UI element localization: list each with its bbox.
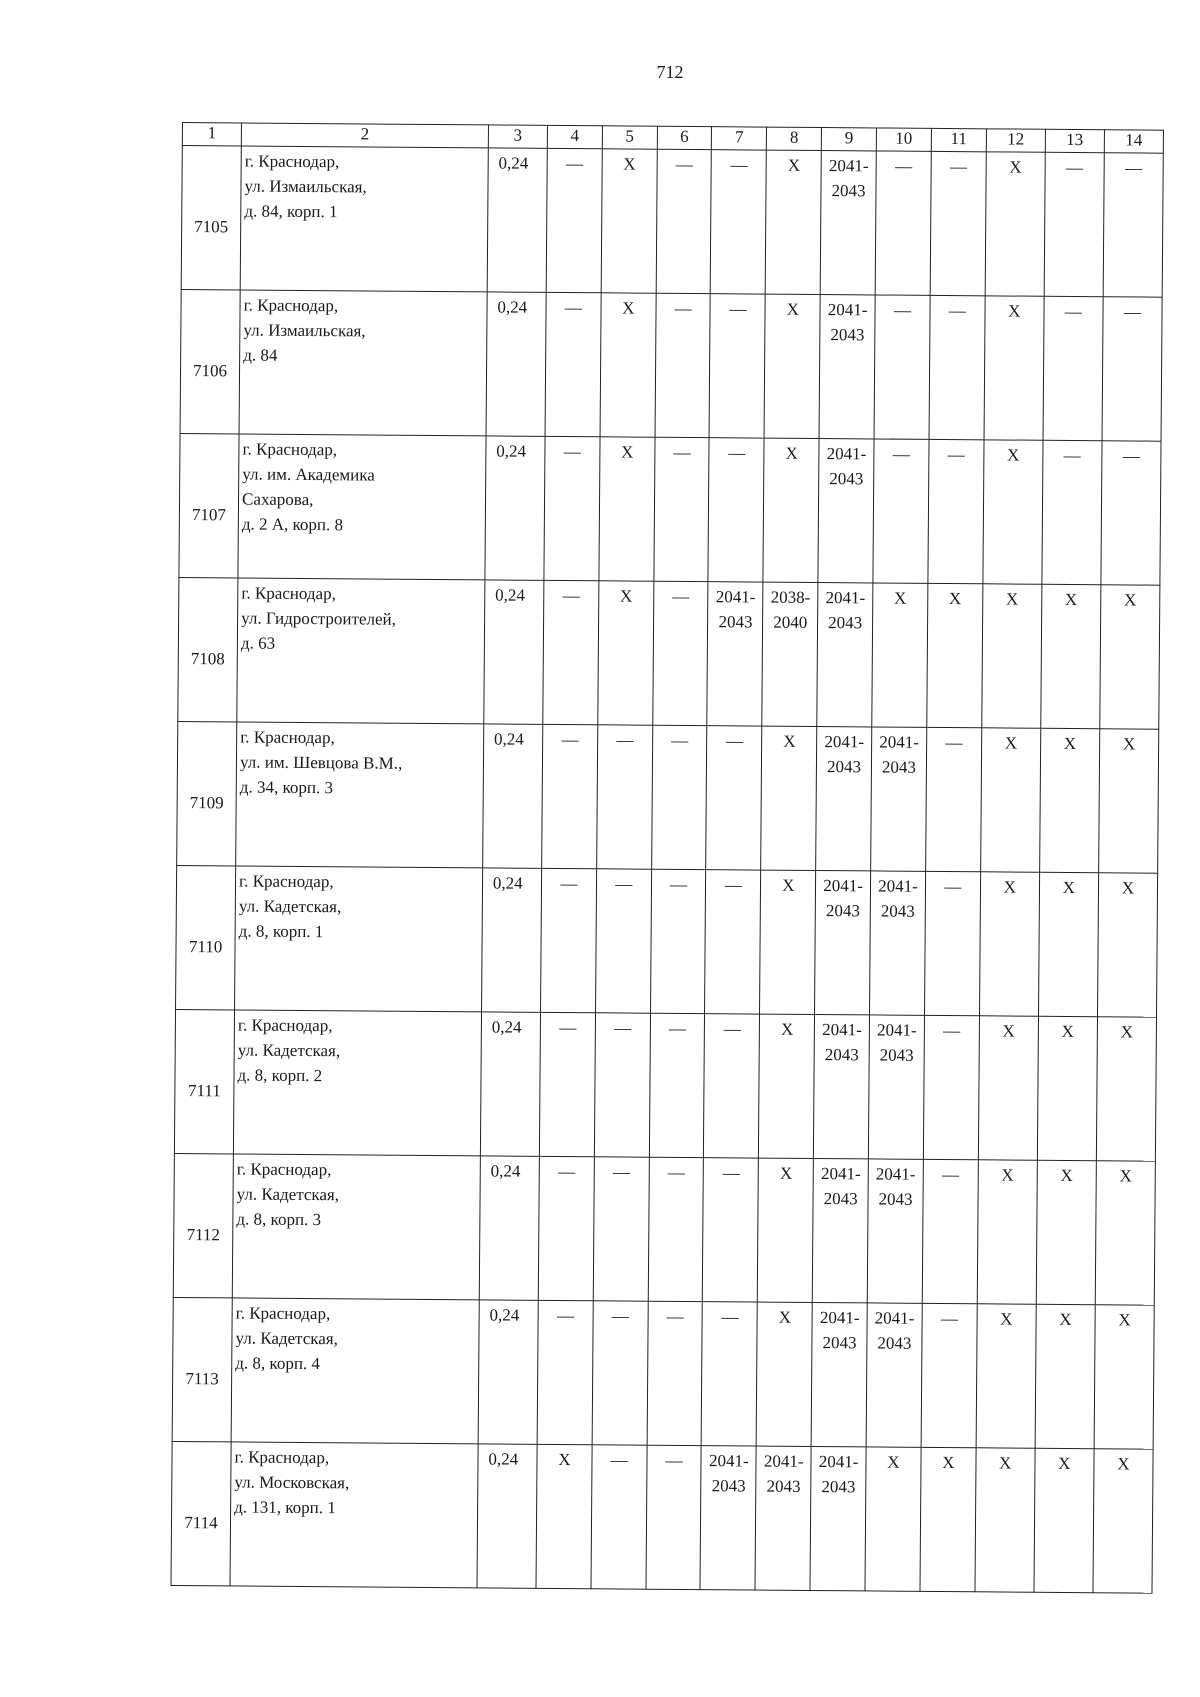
value-cell: 0,24 xyxy=(478,1300,538,1444)
dash-cell: — xyxy=(929,295,985,439)
mark-x-cell: Х xyxy=(1100,585,1160,729)
period-cell: 2041-2043 xyxy=(700,1446,756,1590)
address-cell xyxy=(230,1442,478,1588)
table-row xyxy=(177,721,1159,873)
mark-x-cell: Х xyxy=(865,1447,921,1591)
dash-cell: — xyxy=(1042,440,1102,584)
address-line: д. 84, корп. 1 xyxy=(244,201,338,222)
register-table xyxy=(171,122,1164,1594)
dash-cell: — xyxy=(708,438,764,582)
column-number-header: 5 xyxy=(602,126,657,149)
page-number: 712 xyxy=(656,62,684,82)
dash-cell: — xyxy=(922,1159,978,1303)
mark-x-cell: Х xyxy=(981,584,1041,728)
column-number-header: 9 xyxy=(821,128,876,151)
value-cell: 0,24 xyxy=(481,868,541,1012)
column-number-header: 1 xyxy=(182,123,241,146)
mark-x-cell: Х xyxy=(761,726,817,870)
period-cell: 2041-2043 xyxy=(868,1015,924,1159)
dash-cell: — xyxy=(652,581,708,725)
dash-cell: — xyxy=(651,725,707,869)
mark-x-cell: Х xyxy=(976,1304,1036,1448)
dash-cell: — xyxy=(930,151,986,295)
period-cell: 2041-2043 xyxy=(815,871,871,1015)
column-number-header: 10 xyxy=(876,128,931,151)
address-cell xyxy=(237,578,485,724)
value-cell: 0,24 xyxy=(487,148,547,292)
address-line: д. 2 А, корп. 8 xyxy=(241,514,344,535)
address-line: д. 8, корп. 1 xyxy=(238,921,324,942)
mark-x-cell: Х xyxy=(598,581,654,725)
column-number-header: 8 xyxy=(767,127,822,150)
mark-x-cell: Х xyxy=(927,583,983,727)
mark-x-cell: Х xyxy=(985,152,1045,296)
mark-x-cell: Х xyxy=(975,1448,1035,1592)
dash-cell: — xyxy=(928,439,984,583)
dash-cell: — xyxy=(654,437,710,581)
column-number-header: 2 xyxy=(241,123,488,148)
mark-x-cell: Х xyxy=(600,293,656,437)
period-cell: 2041-2043 xyxy=(819,295,875,439)
period-cell: 2041-2043 xyxy=(707,582,763,726)
dash-cell: — xyxy=(704,1014,760,1158)
table-body xyxy=(171,146,1163,1594)
mark-x-cell: Х xyxy=(760,870,816,1014)
dash-cell: — xyxy=(647,1301,703,1445)
address-line: г. Краснодар, xyxy=(236,1159,332,1180)
dash-cell: — xyxy=(646,1445,702,1589)
mark-x-cell: Х xyxy=(1038,872,1098,1016)
address-line: ул. им. Академика xyxy=(242,464,375,485)
address-line: г. Краснодар, xyxy=(234,1447,330,1468)
address-cell xyxy=(240,146,488,292)
dash-cell: — xyxy=(711,150,767,294)
period-cell: 2041-2043 xyxy=(867,1159,923,1303)
value-cell: 0,24 xyxy=(485,436,545,580)
period-cell: 2041-2043 xyxy=(816,727,872,871)
period-cell: 2041-2043 xyxy=(870,871,926,1015)
dash-cell: — xyxy=(593,1157,649,1301)
dash-cell: — xyxy=(540,868,596,1012)
address-line: Сахарова, xyxy=(242,489,314,510)
row-number: 7108 xyxy=(178,577,238,721)
table-row xyxy=(178,577,1160,729)
period-cell: 2038-2040 xyxy=(762,582,818,726)
address-line: д. 63 xyxy=(240,633,276,653)
period-cell: 2041-2043 xyxy=(818,439,874,583)
address-line: ул. Измаильская, xyxy=(244,176,367,197)
dash-cell: — xyxy=(703,1158,759,1302)
column-number-header: 11 xyxy=(931,128,986,151)
address-line: ул. им. Шевцова В.М., xyxy=(239,752,403,773)
address-line: д. 8, корп. 3 xyxy=(236,1209,322,1230)
mark-x-cell: Х xyxy=(1097,873,1157,1017)
mark-x-cell: Х xyxy=(977,1160,1037,1304)
address-cell xyxy=(232,1154,480,1300)
dash-cell: — xyxy=(706,726,762,870)
value-cell: 0,24 xyxy=(486,292,546,436)
dash-cell: — xyxy=(923,1015,979,1159)
dash-cell: — xyxy=(705,870,761,1014)
row-number: 7106 xyxy=(180,289,240,433)
mark-x-cell: Х xyxy=(1037,1016,1097,1160)
dash-cell: — xyxy=(538,1156,594,1300)
address-cell xyxy=(236,722,484,868)
dash-cell: — xyxy=(545,292,601,436)
dash-cell: — xyxy=(1101,441,1161,585)
mark-x-cell: Х xyxy=(1034,1448,1094,1592)
address-line: д. 131, корп. 1 xyxy=(234,1497,336,1518)
row-number: 7113 xyxy=(172,1297,232,1441)
period-cell: 2041-2043 xyxy=(814,1014,870,1158)
mark-x-cell: Х xyxy=(1093,1449,1153,1593)
address-line: ул. Измаильская, xyxy=(243,320,366,341)
address-line: д. 34, корп. 3 xyxy=(239,777,334,798)
dash-cell: — xyxy=(875,151,931,295)
address-line: г. Краснодар, xyxy=(240,727,335,748)
column-number-header: 12 xyxy=(986,129,1045,152)
address-line: ул. Кадетская, xyxy=(237,1040,341,1061)
row-number: 7107 xyxy=(179,433,239,577)
address-line: г. Краснодар, xyxy=(239,871,334,892)
dash-cell: — xyxy=(537,1300,593,1444)
column-number-header: 3 xyxy=(488,125,547,148)
period-cell: 2041-2043 xyxy=(820,151,876,295)
mark-x-cell: Х xyxy=(920,1447,976,1591)
dash-cell: — xyxy=(649,1013,705,1157)
address-line: ул. Кадетская, xyxy=(235,1328,338,1349)
value-cell: 0,24 xyxy=(477,1444,537,1588)
mark-x-cell: Х xyxy=(980,728,1040,872)
dash-cell: — xyxy=(1102,297,1162,441)
mark-x-cell: Х xyxy=(764,294,820,438)
table-row xyxy=(180,289,1162,441)
table-row xyxy=(176,865,1158,1017)
mark-x-cell: Х xyxy=(763,438,819,582)
dash-cell: — xyxy=(655,293,711,437)
address-line: ул. Гидростроителей, xyxy=(241,608,396,629)
dash-cell: — xyxy=(648,1157,704,1301)
value-cell: 0,24 xyxy=(484,580,544,724)
address-line: г. Краснодар, xyxy=(244,151,340,172)
table-row xyxy=(174,1009,1156,1161)
address-line: ул. Кадетская, xyxy=(238,896,342,917)
mark-x-cell: Х xyxy=(978,1016,1038,1160)
mark-x-cell: Х xyxy=(1036,1160,1096,1304)
period-cell: 2041-2043 xyxy=(871,727,927,871)
dash-cell: — xyxy=(543,580,599,724)
mark-x-cell: Х xyxy=(1098,729,1158,873)
column-number-header: 4 xyxy=(547,125,602,148)
address-line: г. Краснодар, xyxy=(235,1303,331,1324)
row-number: 7110 xyxy=(176,865,236,1009)
column-number-header: 13 xyxy=(1045,129,1104,152)
dash-cell: — xyxy=(592,1301,648,1445)
dash-cell: — xyxy=(539,1012,595,1156)
row-number: 7114 xyxy=(171,1441,231,1585)
address-line: д. 8, корп. 4 xyxy=(235,1353,321,1374)
table-row xyxy=(172,1297,1154,1449)
dash-cell: — xyxy=(1043,296,1103,440)
period-cell: 2041-2043 xyxy=(817,583,873,727)
mark-x-cell: Х xyxy=(756,1302,812,1446)
address-cell xyxy=(239,290,487,436)
dash-cell: — xyxy=(542,724,598,868)
mark-x-cell: Х xyxy=(758,1158,814,1302)
dash-cell: — xyxy=(921,1303,977,1447)
mark-x-cell: Х xyxy=(1035,1304,1095,1448)
row-number: 7111 xyxy=(174,1009,234,1153)
table-row xyxy=(181,146,1163,298)
value-cell: 0,24 xyxy=(479,1156,539,1300)
dash-cell: — xyxy=(925,727,981,871)
mark-x-cell: Х xyxy=(1039,728,1099,872)
address-line: д. 8, корп. 2 xyxy=(237,1065,323,1086)
value-cell: 0,24 xyxy=(483,724,543,868)
dash-cell: — xyxy=(546,148,602,292)
table-row xyxy=(179,433,1161,585)
row-number: 7109 xyxy=(177,721,237,865)
period-cell: 2041-2043 xyxy=(810,1446,866,1590)
dash-cell: — xyxy=(591,1445,647,1589)
table-row xyxy=(173,1153,1155,1305)
mark-x-cell: Х xyxy=(599,437,655,581)
address-line: г. Краснодар, xyxy=(237,1015,333,1036)
row-number: 7105 xyxy=(181,146,241,290)
dash-cell: — xyxy=(544,436,600,580)
address-line: г. Краснодар, xyxy=(242,439,338,460)
dash-cell: — xyxy=(1044,152,1104,296)
address-line: ул. Кадетская, xyxy=(236,1184,340,1205)
mark-x-cell: Х xyxy=(1041,584,1101,728)
dash-cell: — xyxy=(874,295,930,439)
dash-cell: — xyxy=(924,871,980,1015)
mark-x-cell: Х xyxy=(1094,1305,1154,1449)
dash-cell: — xyxy=(596,725,652,869)
column-number-header: 14 xyxy=(1104,130,1163,153)
mark-x-cell: Х xyxy=(1096,1017,1156,1161)
period-cell: 2041-2043 xyxy=(812,1158,868,1302)
address-line: г. Краснодар, xyxy=(243,295,339,316)
mark-x-cell: Х xyxy=(983,440,1043,584)
table-row xyxy=(171,1441,1153,1593)
dash-cell: — xyxy=(710,294,766,438)
row-number: 7112 xyxy=(173,1153,233,1297)
mark-x-cell: Х xyxy=(759,1014,815,1158)
mark-x-cell: Х xyxy=(984,296,1044,440)
mark-x-cell: Х xyxy=(601,149,657,293)
column-number-header: 6 xyxy=(657,126,712,149)
address-cell xyxy=(233,1010,481,1156)
column-number-header: 7 xyxy=(712,127,767,150)
address-cell xyxy=(231,1298,479,1444)
address-line: д. 84 xyxy=(243,345,278,365)
mark-x-cell: Х xyxy=(1095,1161,1155,1305)
dash-cell: — xyxy=(702,1302,758,1446)
mark-x-cell: Х xyxy=(536,1444,592,1588)
dash-cell: — xyxy=(595,869,651,1013)
address-line: г. Краснодар, xyxy=(241,583,336,604)
dash-cell: — xyxy=(1103,153,1163,297)
dash-cell: — xyxy=(650,869,706,1013)
mark-x-cell: Х xyxy=(765,150,821,294)
mark-x-cell: Х xyxy=(872,583,928,727)
dash-cell: — xyxy=(594,1013,650,1157)
mark-x-cell: Х xyxy=(979,872,1039,1016)
period-cell: 2041-2043 xyxy=(755,1446,811,1590)
dash-cell: — xyxy=(873,439,929,583)
address-cell xyxy=(238,434,486,580)
address-line: ул. Московская, xyxy=(234,1472,350,1493)
value-cell: 0,24 xyxy=(480,1012,540,1156)
address-cell xyxy=(235,866,483,1012)
period-cell: 2041-2043 xyxy=(866,1303,922,1447)
period-cell: 2041-2043 xyxy=(811,1302,867,1446)
dash-cell: — xyxy=(656,149,712,293)
